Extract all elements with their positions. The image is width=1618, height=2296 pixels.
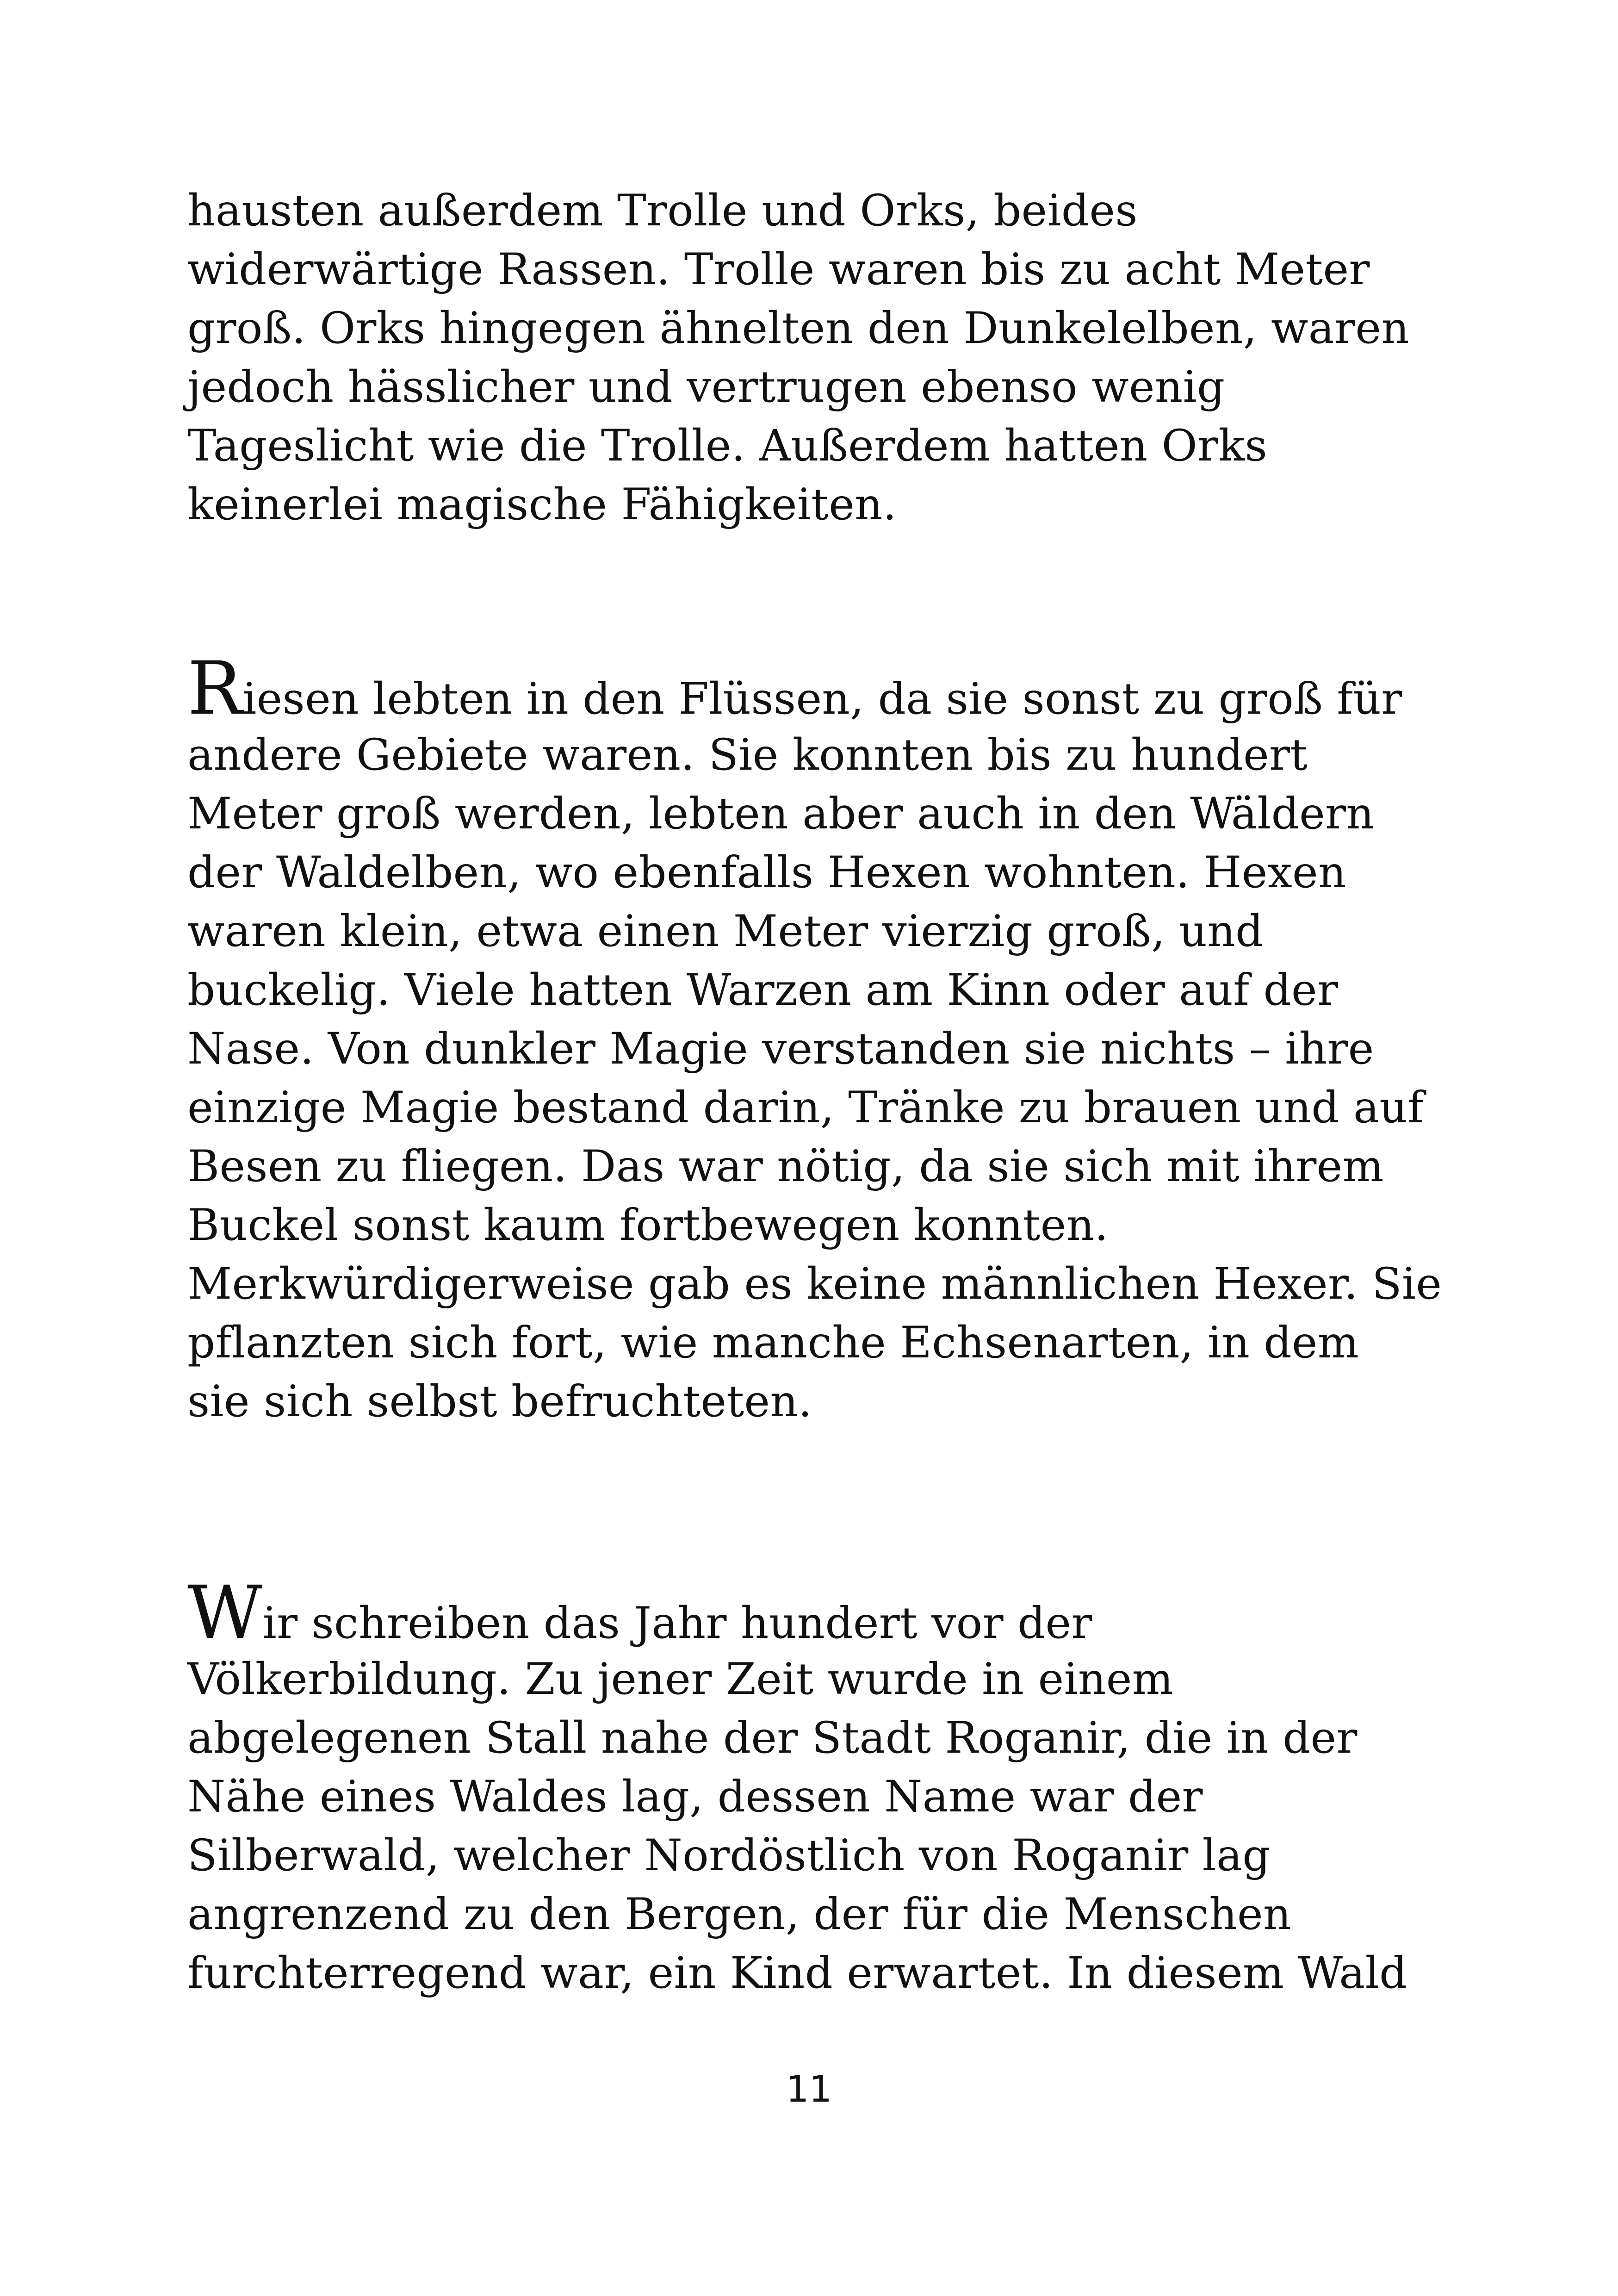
text-line: Meter groß werden, lebten aber auch in den Wäldern [187, 789, 1375, 839]
text-line: einzige Magie bestand darin, Tränke zu brauen und auf [187, 1083, 1424, 1133]
text-line: Nähe eines Waldes lag, dessen Name war der [187, 1772, 1203, 1822]
text-line: sie sich selbst befruchteten. [187, 1376, 812, 1427]
text-line: andere Gebiete waren. Sie konnten bis zu hundert [187, 730, 1308, 780]
text-line: Völkerbildung. Zu jener Zeit wurde in einem [187, 1654, 1174, 1705]
first-line [187, 1570, 1464, 1655]
first-line [187, 646, 1464, 731]
text-line: Nase. Von dunkler Magie verstanden sie nichts – ihre [187, 1024, 1374, 1074]
first-line-text: ir schreiben das Jahr hundert vor der [262, 1598, 1092, 1649]
text-line: Tageslicht wie die Trolle. Außerdem hatten Orks [187, 421, 1268, 471]
text-line: Silberwald, welcher Nordöstlich von Roganir lag [187, 1830, 1271, 1881]
text-line: Merkwürdigerweise gab es keine männlichen Hexer. Sie [187, 1259, 1442, 1309]
text-line: keinerlei magische Fähigkeiten. [187, 479, 897, 530]
drop-initial: W [187, 1570, 263, 1655]
text-line: Buckel sonst kaum fortbewegen konnten. [187, 1200, 1109, 1251]
text-line: furchterregend war, ein Kind erwartet. In diesem Wald [187, 1948, 1407, 1998]
paragraph-giants-witches [187, 646, 1464, 1431]
text-line: jedoch hässlicher und vertrugen ebenso wenig [187, 362, 1225, 412]
page-number: 11 [786, 2069, 832, 2110]
text-line: hausten außerdem Trolle und Orks, beides [187, 186, 1138, 236]
text-line: angrenzend zu den Bergen, der für die Menschen [187, 1889, 1291, 1940]
text-line: abgelegenen Stall nahe der Stadt Roganir, die in der [187, 1713, 1358, 1763]
paragraph-trolls-orks [187, 181, 1464, 534]
text-line: buckelig. Viele hatten Warzen am Kinn oder auf der [187, 965, 1339, 1015]
drop-initial: R [187, 646, 243, 731]
first-line-text: iesen lebten in den Flüssen, da sie sonst zu groß für [242, 674, 1402, 724]
paragraph-year-hundred [187, 1570, 1464, 2003]
text-line: pflanzten sich fort, wie manche Echsenarten, in dem [187, 1318, 1359, 1368]
text-line: widerwärtige Rassen. Trolle waren bis zu acht Meter [187, 244, 1370, 295]
text-line: Besen zu fliegen. Das war nötig, da sie sich mit ihrem [187, 1141, 1384, 1192]
text-line: groß. Orks hingegen ähnelten den Dunkelelben, waren [187, 303, 1410, 354]
text-line: der Waldelben, wo ebenfalls Hexen wohnten. Hexen [187, 847, 1346, 898]
text-line: waren klein, etwa einen Meter vierzig groß, und [187, 906, 1264, 957]
